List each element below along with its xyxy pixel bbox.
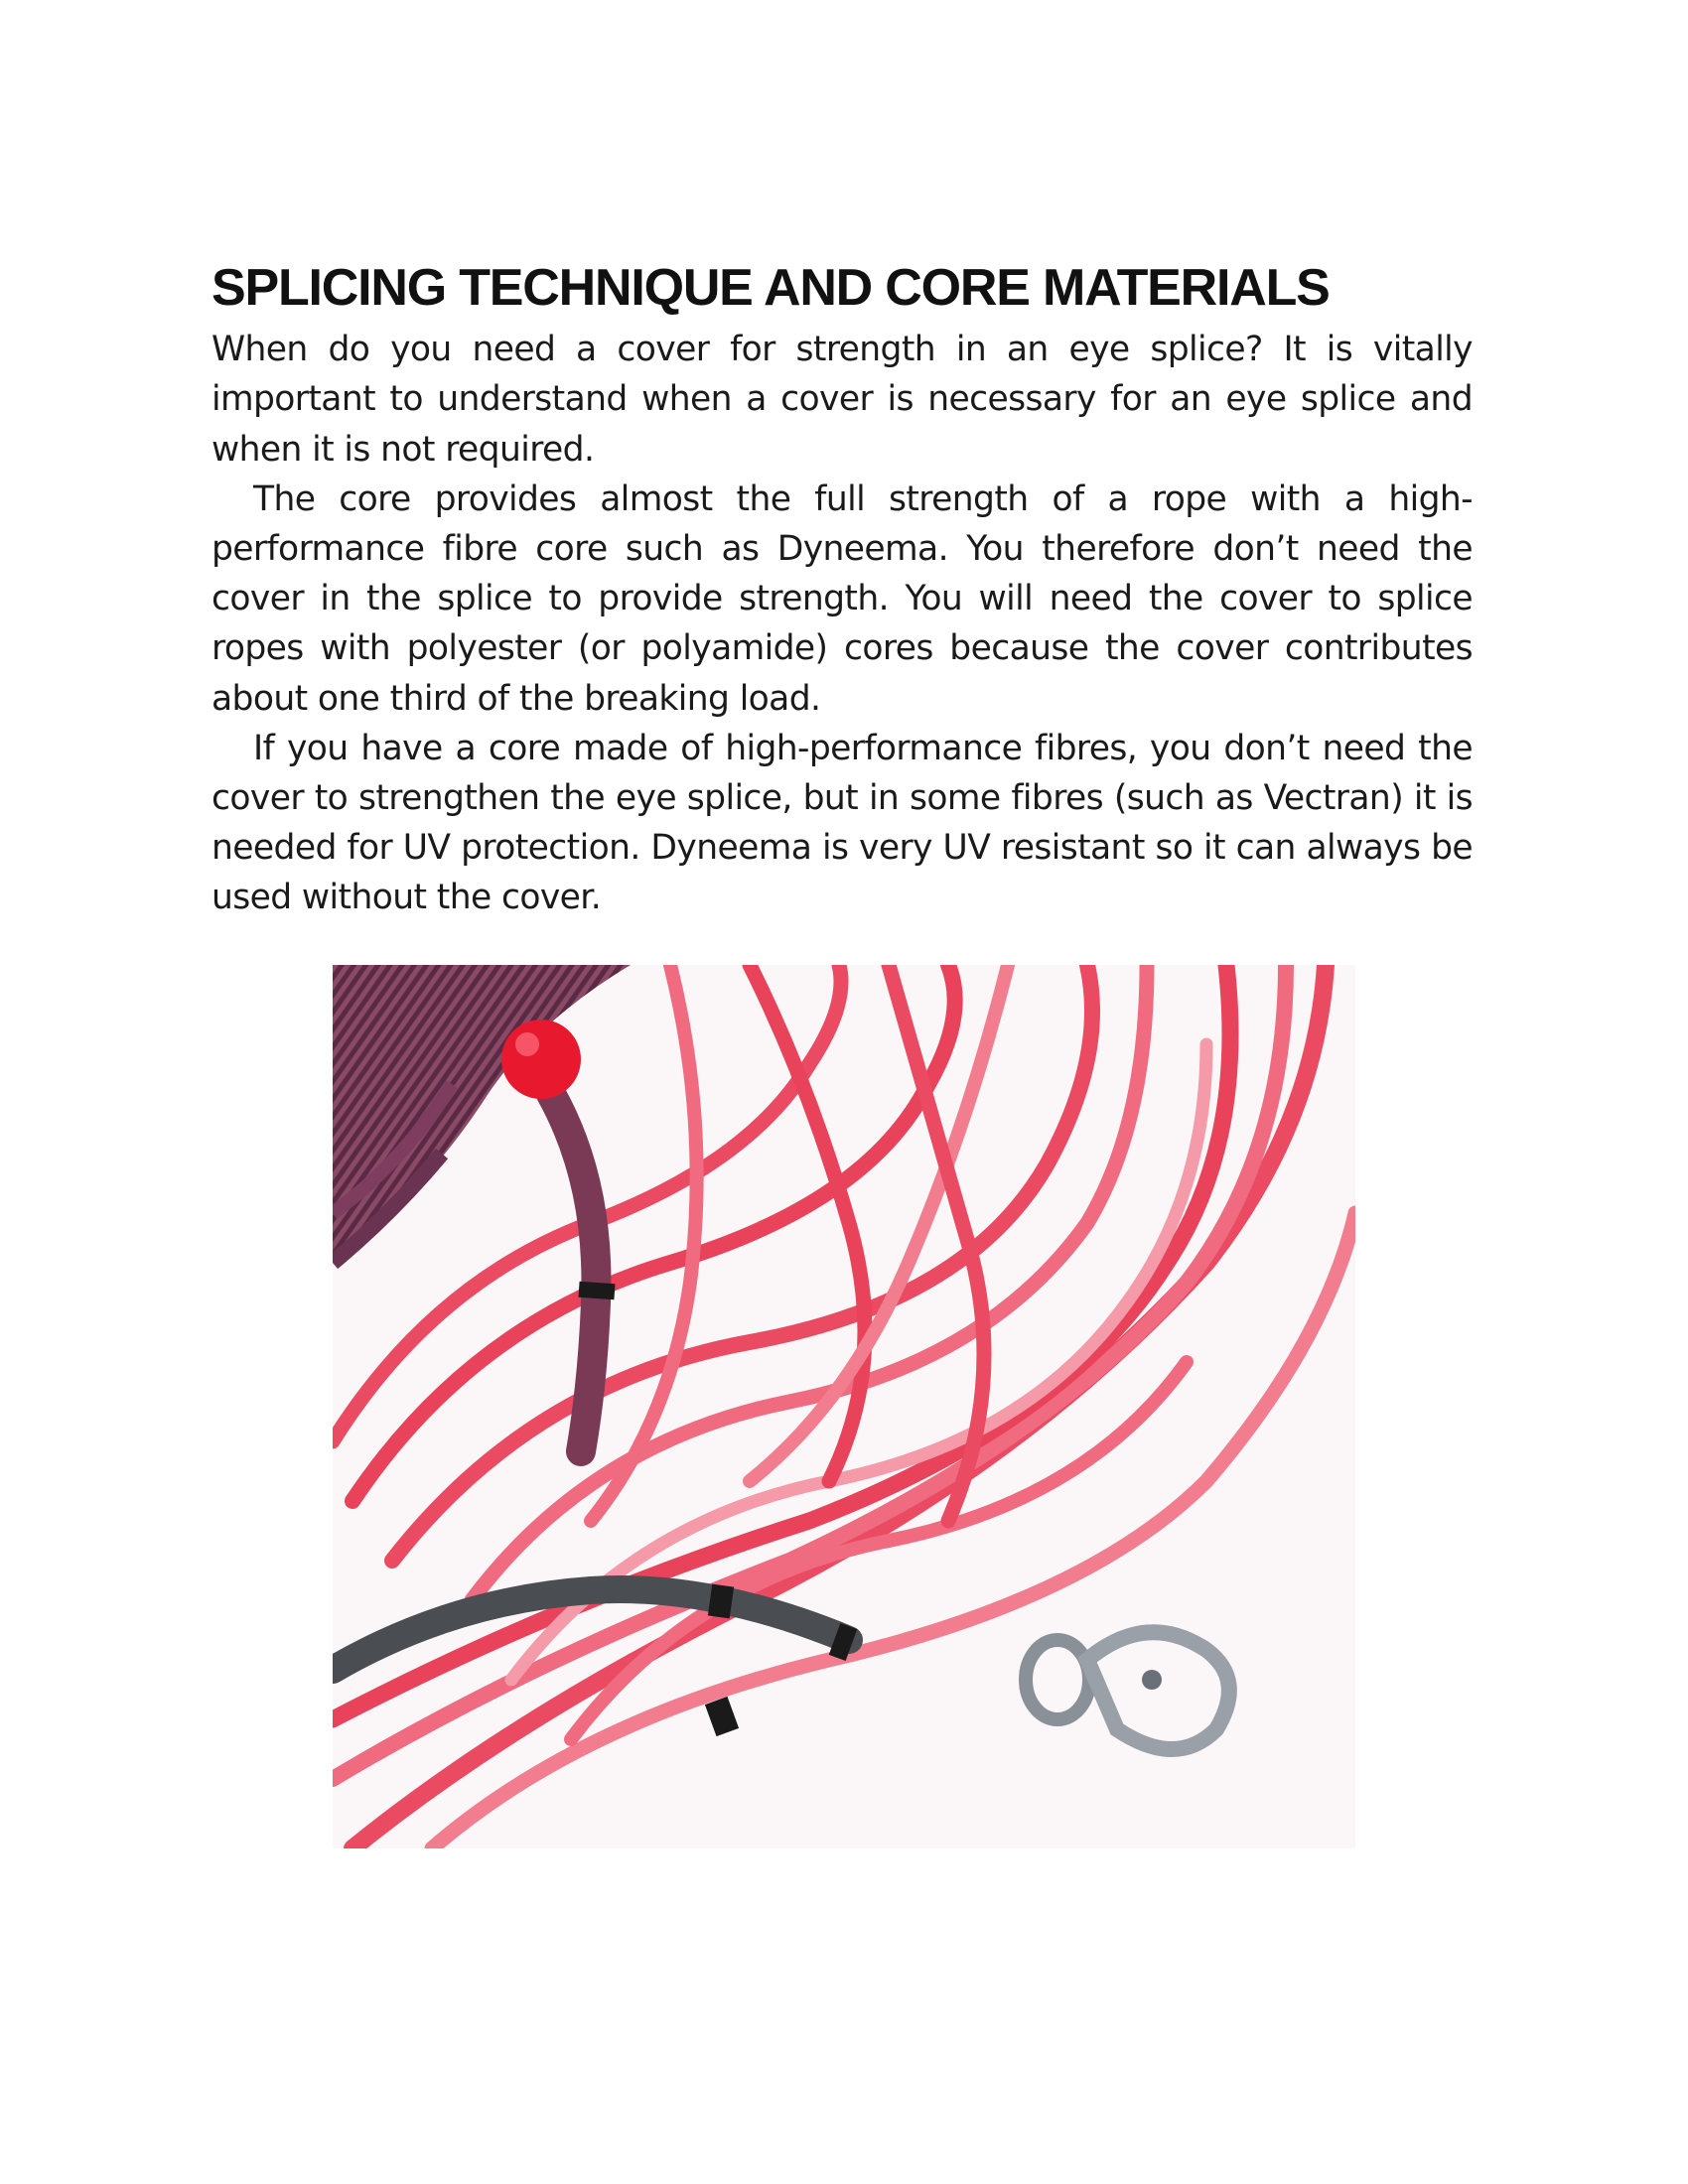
- paragraph-1: When do you need a cover for strength in an eye splice? It is vitally important to understand when a cover is necessary for an eye splice and when it is not required.: [211, 330, 1473, 470]
- rope-illustration: [333, 965, 1355, 1848]
- section-heading: SPLICING TECHNIQUE AND CORE MATERIALS: [211, 259, 1330, 317]
- paragraph-2: The core provides almost the full strength of a rope with a high-performance fibre core such as Dyneema. You therefore don’t need the cover in the splice to provide strength. You will need the cover to splice ropes with polyester (or polyamide) cores because the cover contributes about one third of the breaking load.: [211, 478, 1473, 719]
- red-stopper-ball: [501, 1020, 581, 1099]
- text-block: [211, 260, 1473, 923]
- rope-photo: [333, 965, 1355, 1848]
- paragraph-3: If you have a core made of high-performance fibres, you don’t need the cover to strengthen the eye splice, but in some fibres (such as Vectran) it is needed for UV protection. Dyneema is very UV resistant so it can always be used without the cover.: [211, 728, 1473, 918]
